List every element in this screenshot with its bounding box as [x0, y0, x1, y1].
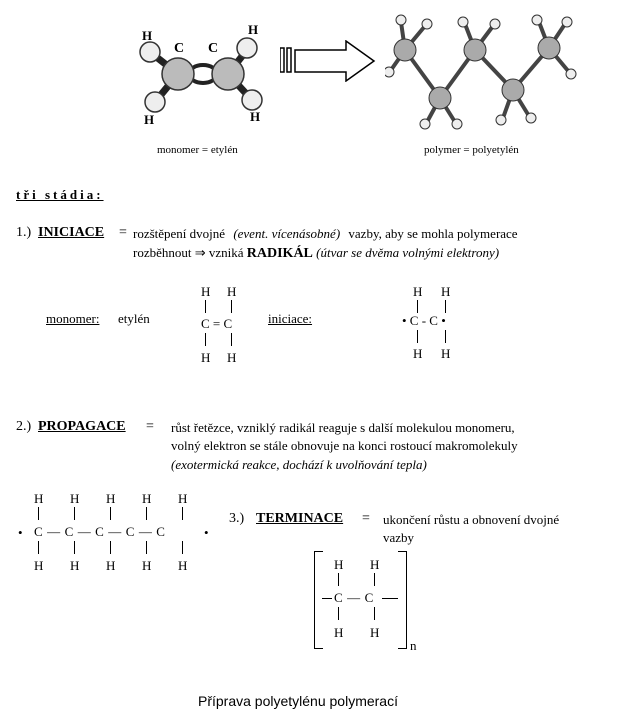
monomer-name: etylén	[118, 311, 150, 326]
initiation-term: INICIACE	[38, 225, 105, 240]
carbon-label: C	[174, 41, 185, 56]
termination-number: 3.)	[229, 511, 245, 526]
propagation-line1: růst řetězce, vzniklý radikál reaguje s další molekulou monomeru,	[171, 420, 515, 435]
hydrogen-label: H	[144, 112, 155, 127]
termination-equals: =	[362, 511, 370, 526]
figure-caption: Příprava polyetylénu polymerací	[198, 693, 398, 709]
propagation-line3: (exotermická reakce, dochází k uvolňování tepla)	[171, 457, 427, 472]
propagation-equals: =	[146, 419, 154, 434]
hydrogen-label: H	[142, 28, 153, 43]
propagation-line2: volný elektron se stále obnovuje na konci rostoucí makromolekuly	[171, 438, 518, 453]
termination-term: TERMINACE	[256, 511, 344, 526]
subscript-n: n	[410, 638, 417, 653]
termination-line2: vazby	[383, 530, 415, 545]
monomer-caption: monomer = etylén	[157, 144, 238, 156]
initiation-number: 1.)	[16, 225, 32, 240]
propagation-number: 2.)	[16, 419, 32, 434]
hydrogen-label: H	[250, 109, 261, 124]
polymer-caption: polymer = polyetylén	[424, 144, 519, 156]
termination-line1: ukončení růstu a obnovení dvojné	[383, 512, 560, 527]
polymer-ball-stick-model	[385, 10, 585, 140]
carbon-label: C	[208, 41, 219, 56]
initiation-arrow-label: iniciace:	[268, 311, 313, 326]
stages-heading: tři stádia:	[16, 187, 104, 202]
propagation-term: PROPAGACE	[38, 419, 126, 434]
monomer-label: monomer:	[46, 311, 100, 326]
initiation-equals: =	[119, 225, 127, 240]
initiation-line1: rozštěpení dvojné (event. vícenásobné) vazby, aby se mohla polymerace	[133, 226, 518, 241]
reaction-arrow-icon	[280, 40, 376, 82]
hydrogen-label: H	[248, 22, 259, 37]
monomer-ball-stick-model	[130, 22, 280, 132]
initiation-line2: rozběhnout ⇒ vzniká RADIKÁL (útvar se dvěma volnými elektrony)	[133, 245, 500, 261]
